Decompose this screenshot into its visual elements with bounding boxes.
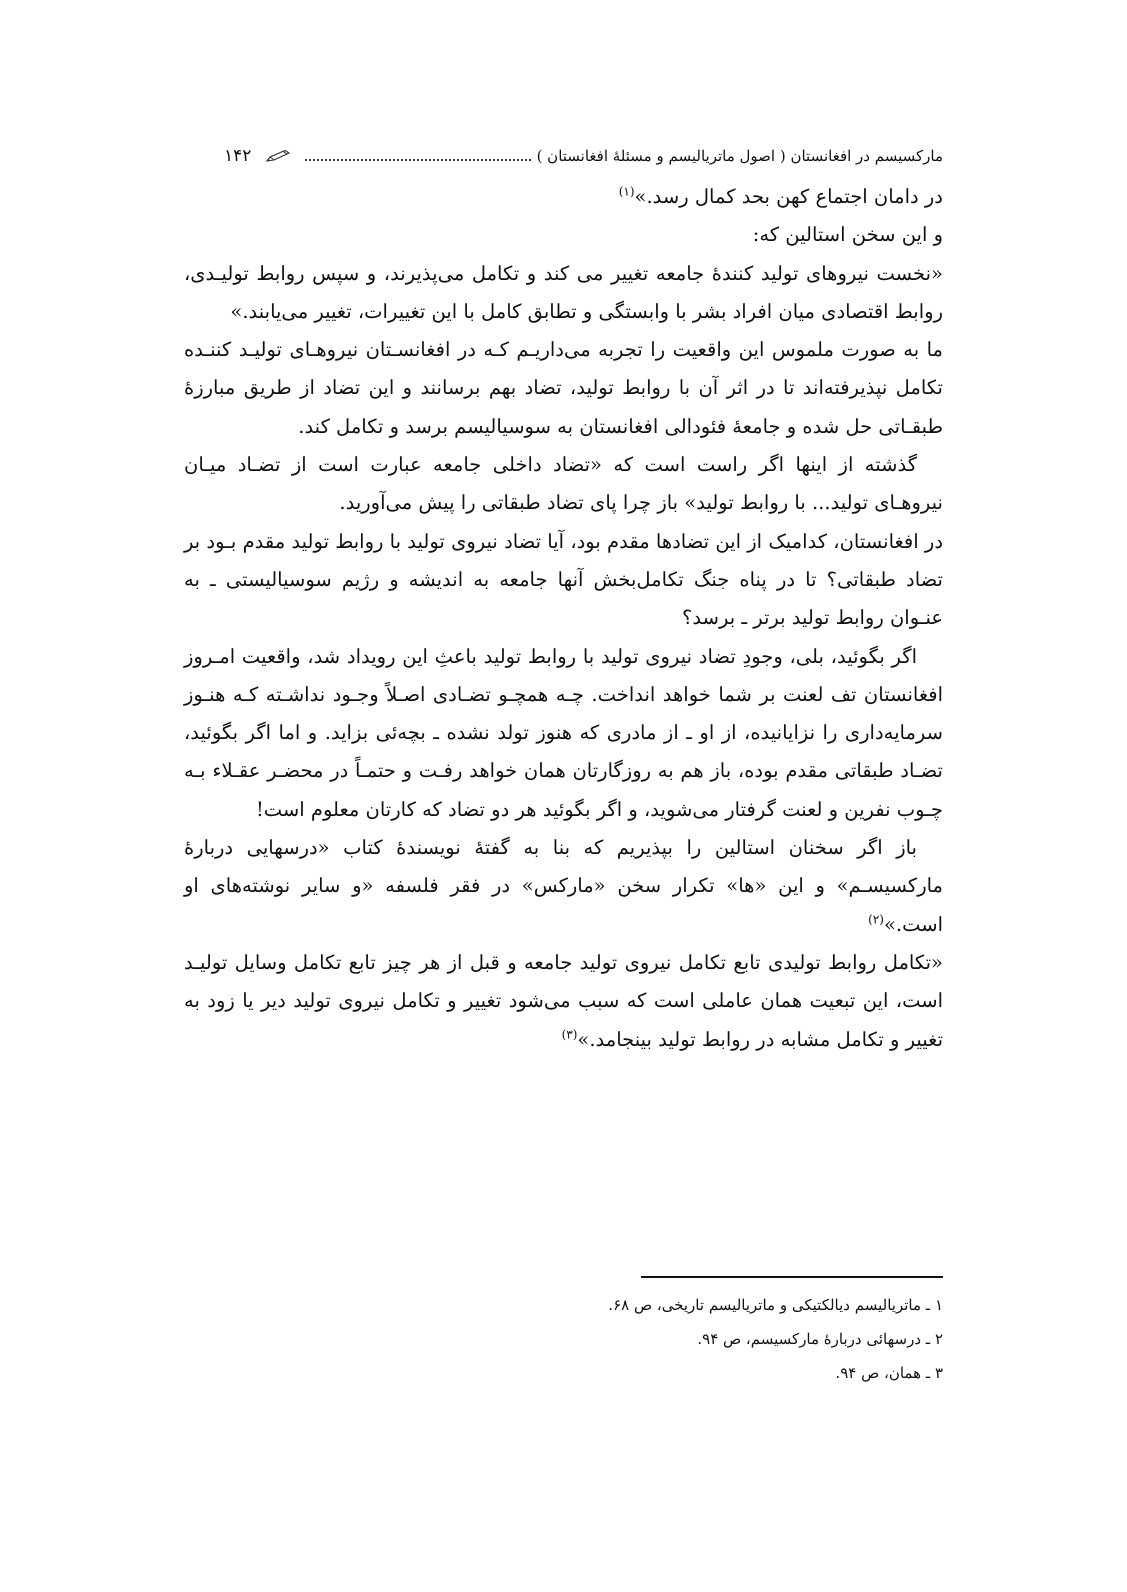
paragraph-text: باز اگر سخنان استالین را بپذیریم که بنا به گفتهٔ نویسندهٔ کتاب «درسهایی دربارهٔ مارکسیسـم» و این «ها» تکرار سخن «مارکس» در فقر فلسفه «و سایر نوشته‌های او است.» — [184, 836, 944, 936]
paragraph-text: و این سخن استالین که: — [752, 223, 943, 247]
footnote-item: ۱ ـ ماتریالیسم دیالکتیکی و ماتریالیسم تاریخی، ص ۶۸. — [608, 1296, 943, 1314]
leader-dots — [305, 159, 530, 161]
footnote-item: ۳ ـ همان، ص ۹۴. — [835, 1364, 943, 1382]
paragraph — [184, 638, 943, 829]
paragraph-text: «تکامل روابط تولیدی تابع تکامل نیروی تولید جامعه و قبل از هر چیز تابع تکامل وسایل تولیـد است، این تبعیت همان عاملی است که سبب می‌شود تغییر و تکامل نیروی تولید دیر یا زود به تغییر و تکامل مشابه در روابط تولید بینجامد.» — [184, 950, 943, 1051]
footnote-marker: (۲) — [868, 912, 884, 927]
paragraph — [184, 523, 943, 638]
footnotes — [184, 1288, 943, 1390]
page-number: ۱۴۲ — [224, 146, 252, 166]
paragraph-text: ما به صورت ملموس این واقعیت را تجربه می‌داریـم کـه در افغانسـتان نیروهـای تولیـد کننـده تکامل نپذیرفته‌اند تا در اثر آن با روابط تولید، تضاد بهم برسانند و این تضاد از طریق مبارزهٔ طبقـاتی حل شده و جامعهٔ فئودالی افغانستان به سوسیالیسم برسد و تکامل کند. — [184, 338, 943, 438]
paragraph — [184, 255, 943, 332]
paragraph — [184, 331, 943, 446]
paragraph — [184, 178, 943, 216]
paragraph-text: در افغانستان، کدامیک از این تضادها مقدم بود، آیا تضاد نیروی تولید با روابط تولید مقدم بـود بر تضاد طبقاتی؟ تا در پناه جنگ تکامل‌بخش آنها جامعه به اندیشه و رژیم سوسیالیستی ـ به عنـوان روابط تولید برتر ـ برسد؟ — [184, 529, 943, 630]
paragraph — [184, 944, 943, 1059]
footnote-marker: (۳) — [561, 1027, 578, 1042]
footnote-marker: (۱) — [618, 184, 635, 199]
footnote-item: ۲ ـ درسهائی دربارهٔ مارکسیسم، ص ۹۴. — [697, 1330, 943, 1348]
body-text — [184, 178, 943, 1059]
running-header — [224, 142, 943, 170]
paragraph-text: در دامان اجتماع کهن بحد کمال رسد.» — [634, 185, 943, 208]
paragraph-text: اگر بگوئید، بلی، وجودِ تضاد نیروی تولید با روابط تولید باعثِ این رویداد شد، واقعیت امـروز افغانستان تف لعنت بر شما خواهد انداخت. چـه همچـو تضـادی اصـلاً وجـود نداشـته کـه هنـوز سرمایه‌داری را نزایانیده، از او ـ از مادری که هنوز تولد نشده ـ بچه‌ئی بزاید. و اما اگر بگوئید، تضـاد طبقاتی مقدم بوده، باز هم به روزگارتان همان خواهد رفـت و حتمـاً در محضـر عقـلاء بـه چـوب نفرین و لعنت گرفتار می‌شوید، و اگر بگوئید هر دو تضاد که کارتان معلوم است! — [184, 644, 943, 821]
paragraph-text: گذشته از اینها اگر راست است که «تضاد داخلی جامعه عبارت است از تضـاد میـان نیروهـای تولید... با روابط تولید» باز چرا پای تضاد طبقاتی را پیش می‌آورید. — [184, 453, 943, 515]
paragraph — [184, 446, 943, 523]
pencil-icon — [265, 149, 291, 163]
paragraph-text: «نخست نیروهای تولید کنندهٔ جامعه تغییر می کند و تکامل می‌پذیرند، و سپس روابط تولیـدی، روابط اقتصادی میان افراد بشر با وابستگی و تطابق کامل با این تغییرات، تغییر می‌یابند.» — [184, 261, 943, 323]
paragraph — [184, 216, 943, 254]
footnote-rule — [641, 1276, 943, 1278]
running-title: مارکسیسم در افغانستان ( اصول ماتریالیسم و مسئلهٔ افغانستان ) — [536, 147, 943, 165]
paragraph — [184, 829, 943, 944]
